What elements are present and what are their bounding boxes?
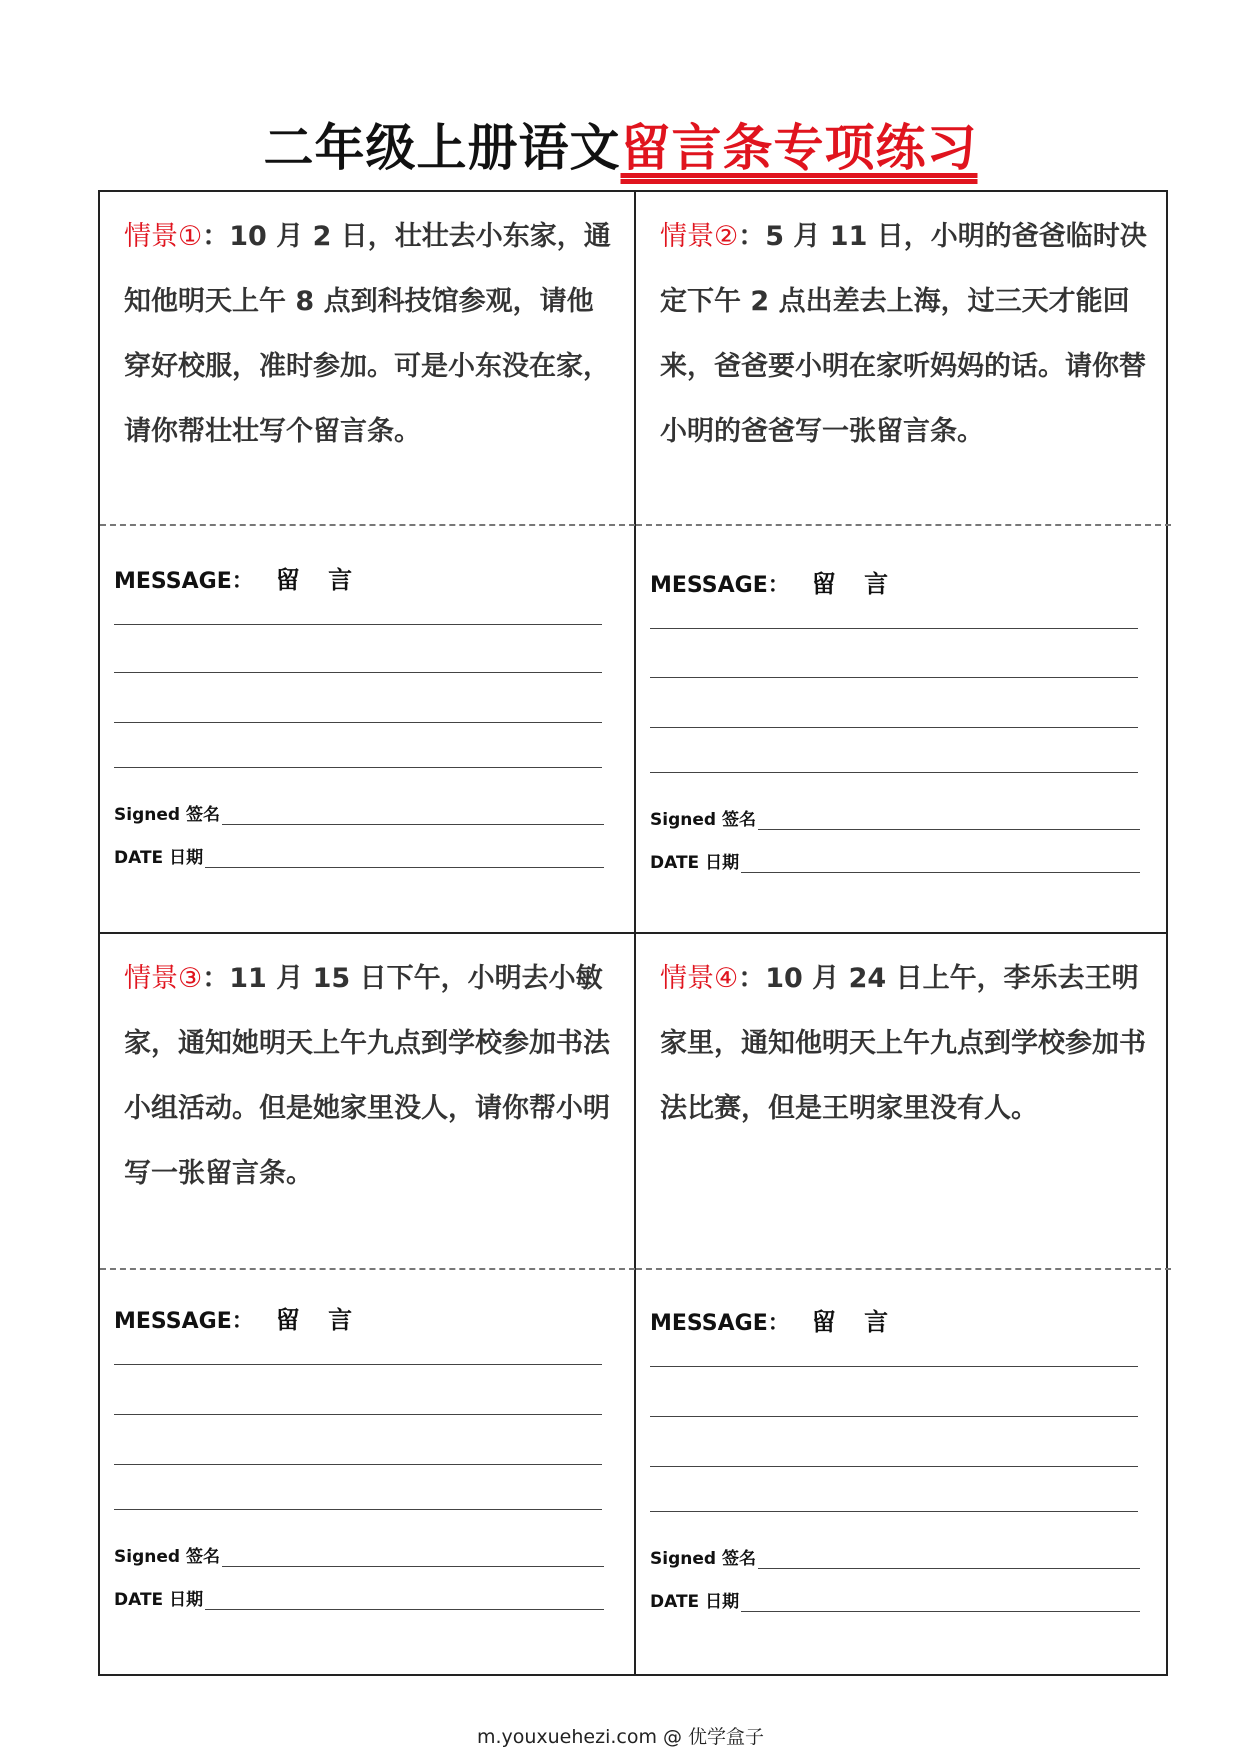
- title-red: 留言条专项练习: [620, 119, 978, 177]
- writing-line[interactable]: [114, 1509, 602, 1510]
- dashed-divider: [636, 1268, 1171, 1270]
- writing-line[interactable]: [114, 1414, 602, 1415]
- signature-field[interactable]: Signed 签名: [114, 1542, 604, 1567]
- message-heading: MESSAGE： 留 言: [114, 1306, 363, 1334]
- signature-field[interactable]: Signed 签名: [650, 805, 1140, 830]
- writing-line[interactable]: [650, 628, 1138, 629]
- writing-line[interactable]: [114, 722, 602, 723]
- exercise-grid: [98, 190, 1168, 1676]
- writing-line[interactable]: [650, 1366, 1138, 1367]
- writing-line[interactable]: [650, 677, 1138, 678]
- scenario-text: 情景②：5 月 11 日，小明的爸爸临时决定下午 2 点出差去上海，过三天才能回来，爸爸要小明在家听妈妈的话。请你替小明的爸爸写一张留言条。: [660, 221, 1147, 447]
- writing-line[interactable]: [114, 1464, 602, 1465]
- writing-line[interactable]: [650, 1511, 1138, 1512]
- writing-line[interactable]: [650, 1466, 1138, 1467]
- writing-line[interactable]: [114, 767, 602, 768]
- writing-line[interactable]: [650, 727, 1138, 728]
- date-field[interactable]: DATE 日期: [114, 1585, 604, 1610]
- date-field[interactable]: DATE 日期: [650, 848, 1140, 873]
- scenario-body: 10 月 24 日上午，李乐去王明家里，通知他明天上午九点到学校参加书法比赛，但是王明家里没有人。: [660, 963, 1146, 1124]
- scenario-label: 情景②: [660, 221, 739, 252]
- scenario-body: 10 月 2 日，壮壮去小东家，通知他明天上午 8 点到科技馆参观，请他穿好校服，准时参加。可是小东没在家，请你帮壮壮写个留言条。: [124, 221, 611, 447]
- scenario-cell-4: [636, 934, 1171, 1674]
- signature-field[interactable]: Signed 签名: [650, 1544, 1140, 1569]
- footer-source: m.youxuehezi.com @ 优学盒子: [476, 1726, 765, 1748]
- writing-line[interactable]: [114, 624, 602, 625]
- scenario-cell-3: [100, 934, 635, 1674]
- date-field[interactable]: DATE 日期: [650, 1587, 1140, 1612]
- scenario-body: 5 月 11 日，小明的爸爸临时决定下午 2 点出差去上海，过三天才能回来，爸爸要小明在家听妈妈的话。请你替小明的爸爸写一张留言条。: [660, 221, 1147, 447]
- date-field[interactable]: DATE 日期: [114, 843, 604, 868]
- writing-line[interactable]: [650, 1416, 1138, 1417]
- scenario-label: 情景①: [124, 221, 203, 252]
- writing-line[interactable]: [650, 772, 1138, 773]
- writing-line[interactable]: [114, 1364, 602, 1365]
- writing-line[interactable]: [114, 672, 602, 673]
- page-title: [0, 108, 1241, 180]
- message-heading: MESSAGE： 留 言: [650, 1308, 899, 1336]
- dashed-divider: [636, 524, 1171, 526]
- scenario-cell-1: [100, 192, 635, 932]
- signature-field[interactable]: Signed 签名: [114, 800, 604, 825]
- scenario-text: 情景③：11 月 15 日下午，小明去小敏家，通知她明天上午九点到学校参加书法小组活动。但是她家里没人，请你帮小明写一张留言条。: [124, 963, 610, 1189]
- scenario-cell-2: [636, 192, 1171, 932]
- dashed-divider: [100, 1268, 635, 1270]
- scenario-label: 情景③: [124, 963, 203, 994]
- scenario-text: 情景①：10 月 2 日，壮壮去小东家，通知他明天上午 8 点到科技馆参观，请他穿好校服，准时参加。可是小东没在家，请你帮壮壮写个留言条。: [124, 221, 611, 447]
- message-heading: MESSAGE： 留 言: [650, 570, 899, 598]
- dashed-divider: [100, 524, 635, 526]
- scenario-body: 11 月 15 日下午，小明去小敏家，通知她明天上午九点到学校参加书法小组活动。但是她家里没人，请你帮小明写一张留言条。: [124, 963, 610, 1189]
- scenario-label: 情景④: [660, 963, 739, 994]
- message-heading: MESSAGE： 留 言: [114, 566, 363, 594]
- scenario-text: 情景④：10 月 24 日上午，李乐去王明家里，通知他明天上午九点到学校参加书法比赛，但是王明家里没有人。: [660, 963, 1146, 1124]
- title-black: 二年级上册语文: [263, 119, 621, 177]
